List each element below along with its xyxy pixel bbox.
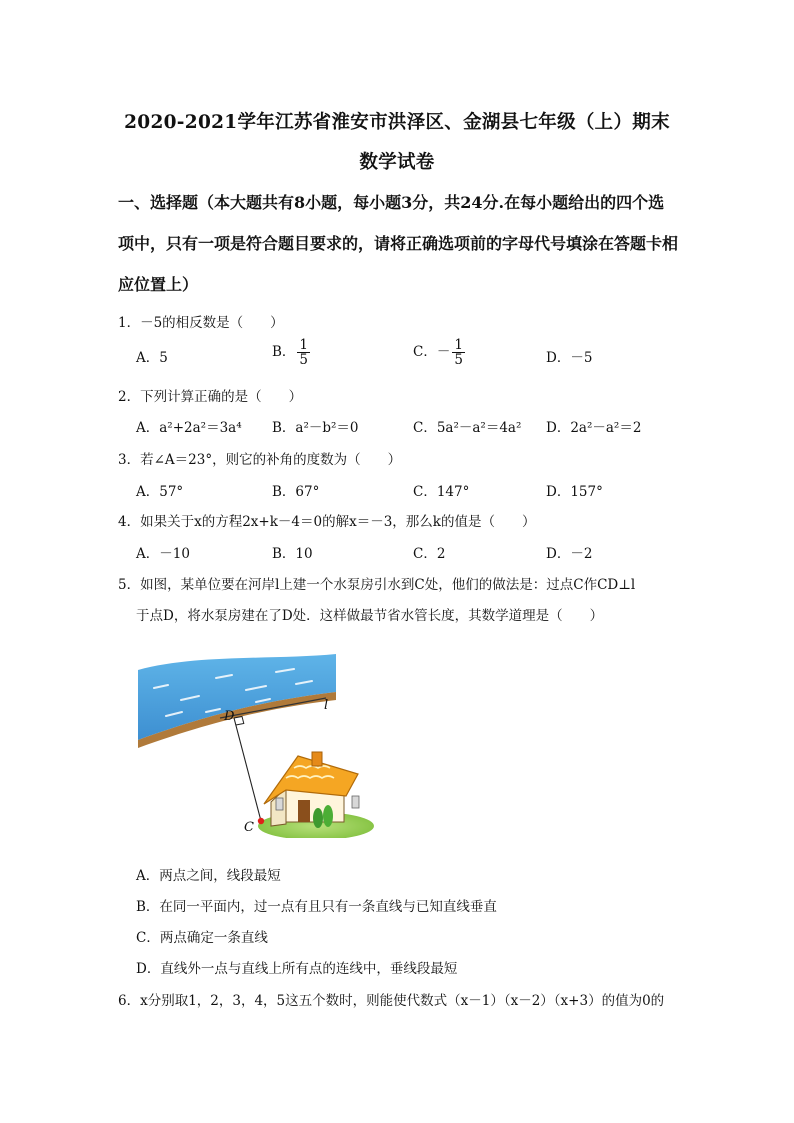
label-c: C (244, 820, 254, 835)
q4-option-b: B．10 (272, 546, 313, 562)
q4-option-d: D．－2 (546, 546, 593, 562)
q3-option-d: D．157° (546, 484, 603, 500)
label-d: D (224, 709, 235, 724)
tree-1 (313, 808, 323, 828)
q4-option-a: A．－10 (136, 546, 190, 562)
question-5-stem-line2: 于点D，将水泵房建在了D处．这样做最节省水管长度，其数学道理是（ ） (136, 608, 604, 624)
q5-option-c: C．两点确定一条直线 (136, 930, 268, 946)
fraction-numerator: 1 (299, 337, 309, 353)
q1-option-c-label: C．－ (413, 344, 451, 361)
question-1-stem: 1．－5的相反数是（ ） (118, 315, 284, 331)
q1-option-b-fraction (297, 338, 310, 367)
q5-option-a: A．两点之间，线段最短 (136, 868, 281, 884)
q1-option-c-fraction (452, 338, 465, 367)
segment-cd (234, 718, 261, 821)
question-2-stem: 2．下列计算正确的是（ ） (118, 389, 303, 405)
question-3-stem: 3．若∠A＝23°，则它的补角的度数为（ ） (118, 452, 402, 468)
fence-post-right (352, 796, 359, 808)
q1-option-a: A．5 (136, 350, 168, 366)
point-c-marker (258, 818, 264, 824)
q1-option-b (272, 338, 310, 367)
q1-option-b-label: B． (272, 344, 296, 361)
fraction-denominator: 5 (454, 352, 463, 369)
exam-title-line2: 数学试卷 (359, 152, 435, 173)
fraction-denominator: 5 (299, 352, 309, 369)
q3-option-b: B．67° (272, 484, 320, 500)
tree-2 (323, 805, 333, 827)
fence-post-left (276, 798, 283, 810)
q5-option-b: B．在同一平面内，过一点有且只有一条直线与已知直线垂直 (136, 899, 497, 915)
exam-title-line1: 2020-2021学年江苏省淮安市洪泽区、金湖县七年级（上）期末 (124, 112, 670, 133)
q3-option-a: A．57° (136, 484, 184, 500)
q1-option-d: D．－5 (546, 350, 593, 366)
question-6-stem: 6．x分别取1，2，3，4，5这五个数时，则能使代数式（x－1）（x－2）（x+3）的值为0的 (118, 993, 665, 1009)
label-l: l (324, 698, 329, 713)
q2-option-a: A．a²+2a²＝3a⁴ (136, 420, 242, 436)
q2-option-c: C．5a²－a²＝4a² (413, 420, 522, 436)
river-house-figure (136, 648, 381, 838)
q4-option-c: C．2 (413, 546, 446, 562)
question-4-stem: 4．如果关于x的方程2x+k－4＝0的解x＝－3，那么k的值是（ ） (118, 514, 536, 530)
question-5-stem-line1: 5．如图，某单位要在河岸l上建一个水泵房引水到C处，他们的做法是：过点C作CD⊥l (118, 577, 636, 593)
q2-option-d: D．2a²－a²＝2 (546, 420, 642, 436)
q3-option-c: C．147° (413, 484, 470, 500)
q1-option-c (413, 338, 465, 367)
house-door (298, 800, 310, 822)
house-chimney (312, 752, 322, 766)
q5-option-d: D．直线外一点与直线上所有点的连线中，垂线段最短 (136, 961, 458, 977)
section-header: 一、选择题（本大题共有8小题，每小题3分，共24分.在每小题给出的四个选项中，只有一项是符合题目要求的，请将正确选项前的字母代号填涂在答题卡相应位置上） (118, 193, 679, 294)
q2-option-b: B．a²－b²＝0 (272, 420, 359, 436)
fraction-numerator: 1 (454, 337, 463, 353)
